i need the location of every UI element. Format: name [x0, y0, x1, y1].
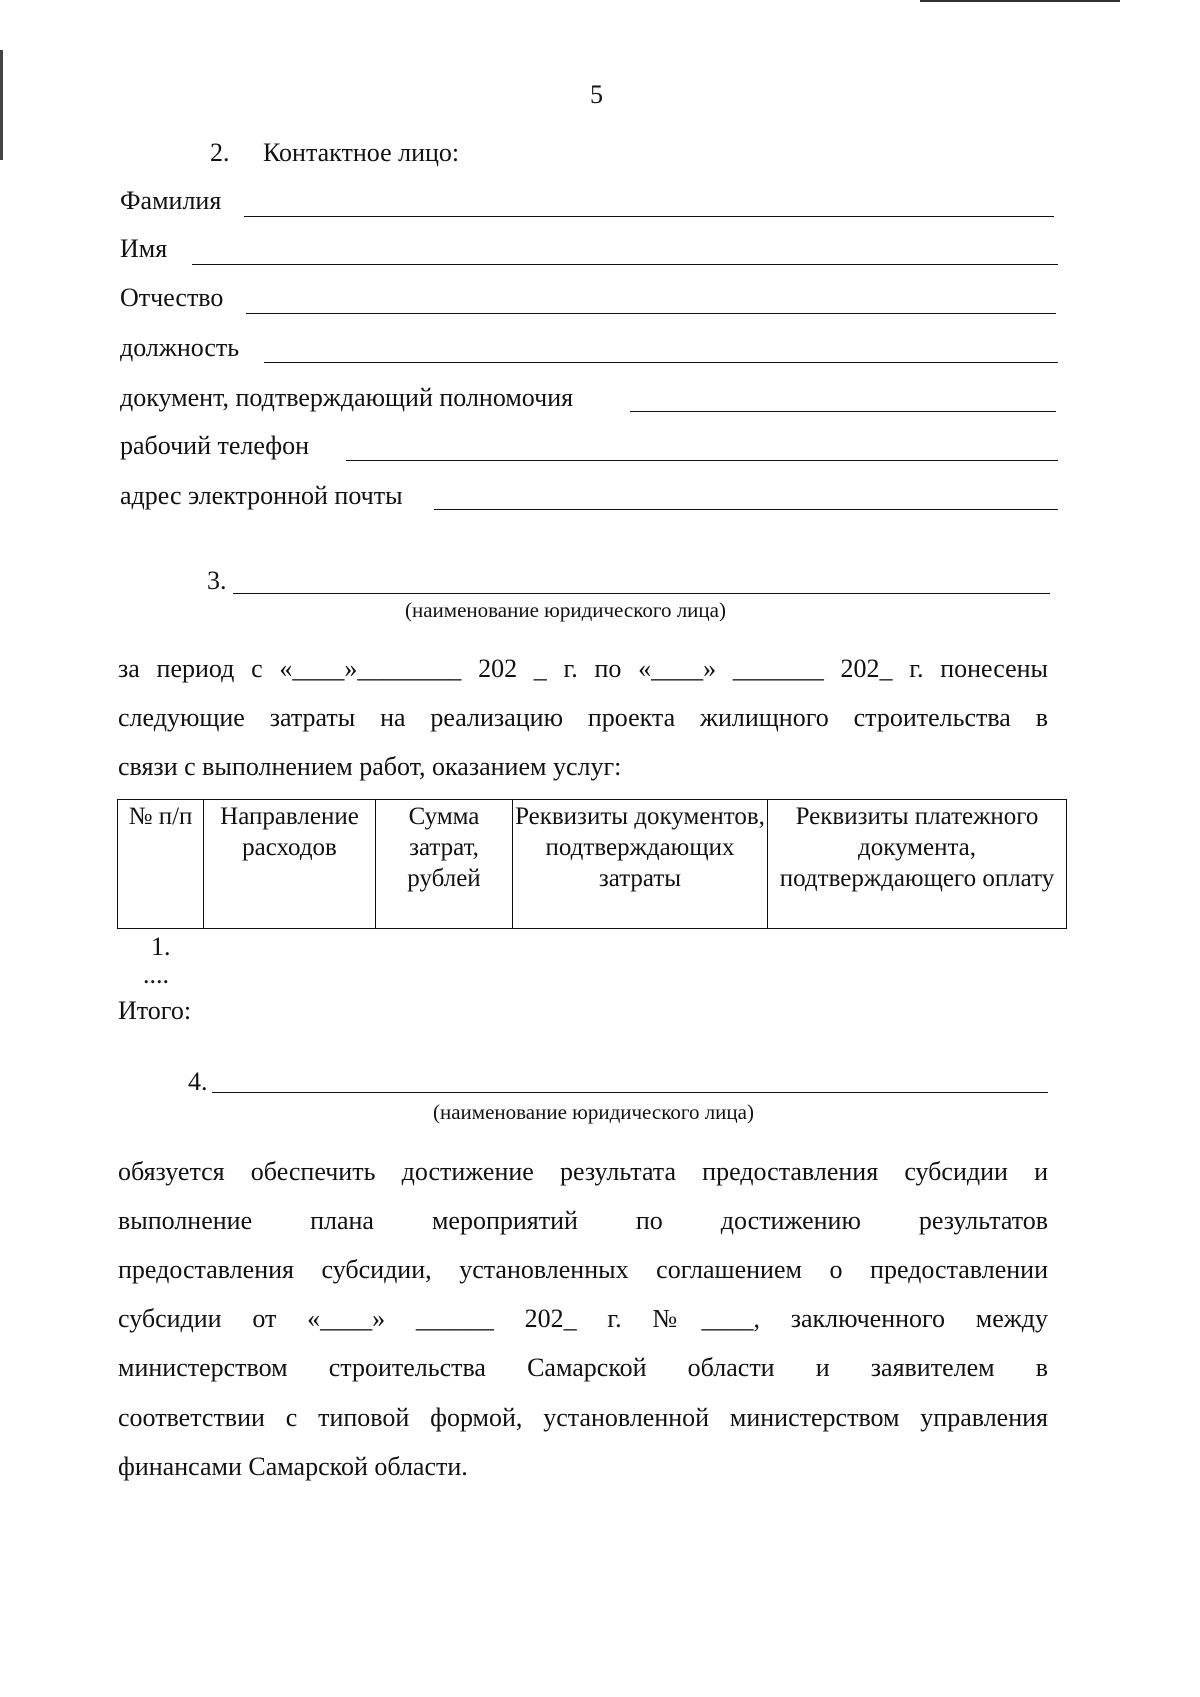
costs-table: [117, 799, 1067, 929]
section-4-caption: (наименование юридического лица): [433, 1100, 754, 1124]
header-direction: Направление расходов: [204, 800, 376, 929]
header-amount: Сумма затрат, рублей: [376, 800, 513, 929]
section-4-number: 4.: [188, 1067, 208, 1096]
section-3-period-line: [118, 654, 1048, 684]
page-number: 5: [590, 80, 603, 109]
table-total-label: Итого:: [118, 996, 192, 1025]
header-expense-docs: Реквизиты документов, подтверждающих затраты: [513, 800, 768, 929]
section-4-line-6: соответствии с типовой формой, установленной министерством управления: [118, 1403, 1048, 1432]
field-line-authority-doc[interactable]: [630, 411, 1056, 412]
field-line-position[interactable]: [264, 362, 1058, 363]
field-label-authority-doc: документ, подтверждающий полномочия: [120, 383, 574, 412]
table-row-1-number: 1.: [151, 932, 171, 961]
section-2-title: Контактное лицо:: [263, 138, 460, 167]
section-3-line-3: связи с выполнением работ, оказанием услуг:: [118, 752, 622, 781]
table-header-row: [118, 800, 1067, 929]
section-4-line-5: министерством строительства Самарской области и заявителем в: [118, 1353, 1048, 1382]
field-label-email: адрес электронной почты: [120, 481, 403, 510]
field-label-position: должность: [120, 333, 240, 362]
field-label-name: Имя: [120, 234, 168, 263]
scan-edge-mark: [0, 50, 3, 160]
section-4-line-1: обязуется обеспечить достижение результата предоставления субсидии и: [118, 1157, 1048, 1186]
table-ellipsis: ....: [143, 960, 169, 989]
field-label-work-phone: рабочий телефон: [120, 431, 309, 460]
field-line-work-phone[interactable]: [346, 460, 1058, 461]
section-4-line-7: финансами Самарской области.: [118, 1452, 468, 1481]
scan-top-line: [920, 0, 1120, 2]
section-3-number: 3.: [207, 566, 227, 595]
header-number: № п/п: [118, 800, 204, 929]
section-4-line-3: предоставления субсидии, установленных соглашением о предоставлении: [118, 1255, 1048, 1284]
section-3-org-line[interactable]: [233, 593, 1050, 594]
section-4-line-2: выполнение плана мероприятий по достижению результатов: [118, 1206, 1048, 1235]
field-line-name[interactable]: [192, 264, 1058, 265]
field-line-surname[interactable]: [244, 216, 1054, 217]
field-line-patronymic[interactable]: [246, 313, 1056, 314]
section-3-line-2: следующие затраты на реализацию проекта жилищного строительства в: [118, 703, 1048, 732]
section-4-line-4: субсидии от «____» ______ 202_ г. №____, заключенного между: [118, 1304, 1048, 1333]
section-4-org-line[interactable]: [212, 1092, 1048, 1093]
field-label-patronymic: Отчество: [120, 283, 224, 312]
field-line-email[interactable]: [434, 509, 1058, 510]
header-payment-docs: Реквизиты платежного документа, подтверждающего оплату: [768, 800, 1067, 929]
section-3-caption: (наименование юридического лица): [405, 598, 726, 622]
field-label-surname: Фамилия: [120, 186, 222, 215]
period-text: за период с «____»________ 202 _ г. по «____» _______ 202_ г. понесены: [118, 654, 1048, 683]
section-2-number: 2.: [210, 138, 230, 167]
